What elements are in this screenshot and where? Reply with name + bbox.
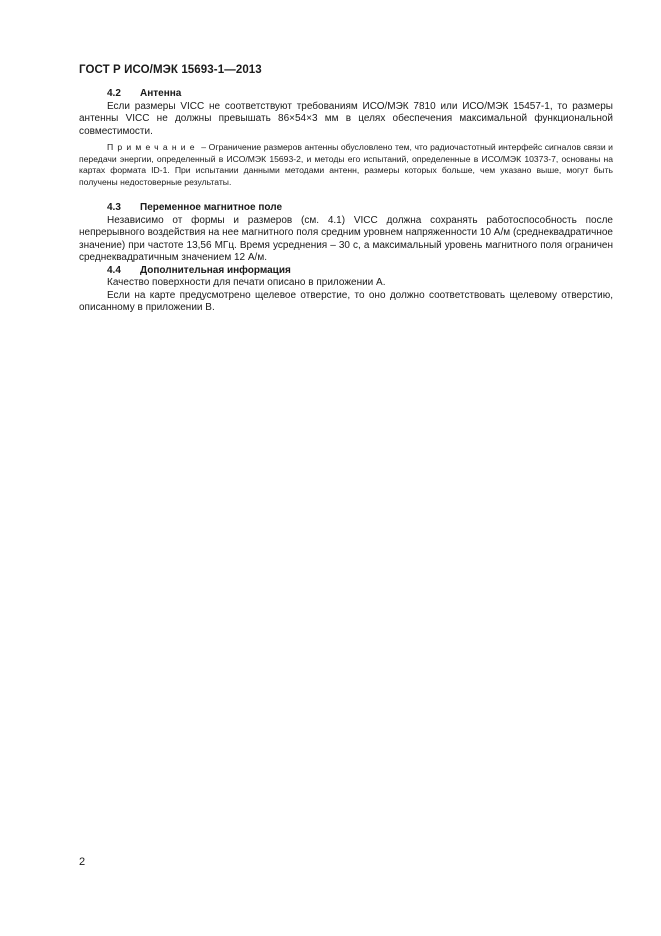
page-number: 2 bbox=[79, 856, 86, 868]
section-paragraph: Если на карте предусмотрено щелевое отверстие, то оно должно соответствовать щелевому отверстию, описанному в приложении В. bbox=[79, 289, 613, 314]
section-paragraph: Независимо от формы и размеров (см. 4.1) VICC должна сохранять работоспособность после непрерывного воздействия на нее магнитного поля средним уровнем напряженности 10 А/м (среднеквадратичное значение) при частоте 13,56 МГц. Время усреднения – 30 с, а максимальный уровень магнитного поля ограничен среднеквадратичным значением 12 А/м. bbox=[79, 214, 613, 264]
section-title: Дополнительная информация bbox=[140, 264, 291, 276]
section-title: Антенна bbox=[140, 88, 182, 99]
section-paragraph: Качество поверхности для печати описано в приложении А. bbox=[107, 277, 386, 289]
section-number: 4.2 bbox=[107, 88, 121, 99]
note-text: – Ограничение размеров антенны обусловлено тем, что радиочастотный интерфейс сигналов связи и передачи энергии, определенный в ИСО/МЭК 15693-2, и методы его испытаний, определенные в ИСО/МЭК 10373-7, основаны на картах формата ID-1. При испытании данными методами антенн, размеры которых больше, чем указано выше, могут быть получены недостоверные результаты. bbox=[79, 142, 613, 187]
section-number: 4.4 bbox=[107, 264, 121, 276]
section-heading-4-2 bbox=[79, 88, 613, 101]
section-number: 4.3 bbox=[107, 202, 121, 214]
document-body bbox=[79, 88, 613, 315]
section-heading-4-3 bbox=[79, 202, 613, 215]
section-heading-4-4 bbox=[79, 265, 613, 278]
note-label: Примечание bbox=[107, 142, 199, 152]
section-title: Переменное магнитное поле bbox=[140, 202, 283, 214]
note-paragraph bbox=[79, 142, 613, 188]
section-paragraph: Если размеры VICC не соответствуют требованиям ИСО/МЭК 7810 или ИСО/МЭК 15457-1, то размеры антенны VICC не должны превышать 86×54×3 мм в целях обеспечения максимальной функциональной совместимости. bbox=[79, 100, 613, 137]
document-header: ГОСТ Р ИСО/МЭК 15693-1—2013 bbox=[79, 64, 262, 76]
